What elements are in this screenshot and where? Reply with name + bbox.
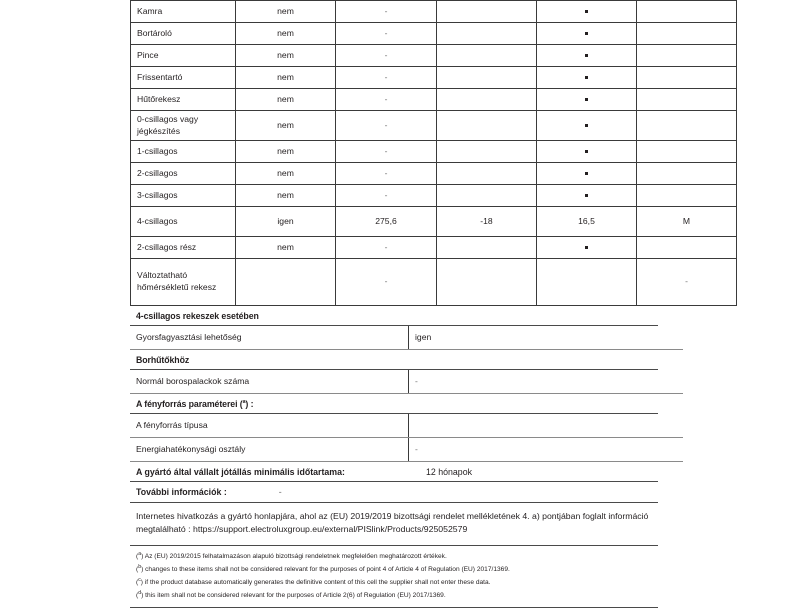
compartment-volume: -	[384, 167, 388, 178]
light-type-label: A fényforrás típusa	[130, 414, 409, 438]
table-row	[131, 23, 737, 45]
light-source-table	[130, 414, 683, 462]
footnote-text: ) changes to these items shall not be considered relevant for the purposes of point 4 of Article 4 of Regulation (EU) 2017/1369.	[141, 566, 510, 574]
footnote-text: ) this item shall not be considered relevant for the purposes of Article 2(6) of Regulation (EU) 2017/1369.	[141, 591, 446, 599]
compartment-present: nem	[236, 163, 336, 185]
compartment-class	[637, 237, 737, 259]
compartment-temperature	[437, 237, 537, 259]
compartment-class	[637, 23, 737, 45]
compartment-temperature	[437, 23, 537, 45]
compartment-volume: -	[384, 27, 388, 38]
table-row	[130, 438, 683, 462]
table-row	[131, 45, 737, 67]
compartment-temperature	[437, 111, 537, 141]
square-dot-icon	[585, 76, 588, 79]
more-info-row	[130, 482, 658, 503]
footnote-marker: d	[138, 589, 142, 596]
more-info-value: -	[278, 487, 282, 497]
compartment-name: 1-csillagos	[131, 141, 236, 163]
square-dot-icon	[585, 124, 588, 127]
compartment-present: nem	[236, 1, 336, 23]
compartment-temperature	[437, 1, 537, 23]
compartment-freeze-capacity	[537, 141, 637, 163]
compartment-temperature	[437, 141, 537, 163]
warranty-value: 12 hónapok	[426, 467, 472, 477]
compartment-freeze-capacity	[537, 259, 637, 306]
compartment-class	[637, 89, 737, 111]
compartment-temperature	[437, 67, 537, 89]
four-star-table	[130, 326, 683, 350]
footnote-item: ($^d$) this item shall not be considered relevant for the purposes of Article 2(6) of Regulation (EU) 2017/1369.	[136, 589, 446, 599]
compartment-freeze-capacity	[537, 185, 637, 207]
compartment-freeze-capacity	[537, 1, 637, 23]
compartment-class	[637, 141, 737, 163]
table-row	[131, 163, 737, 185]
footnote-item: ($^a$) Az (EU) 2019/2015 felhatalmazáson alapuló bizottsági rendeletnek megfelelően meghatározott értékek.	[136, 550, 447, 561]
compartment-class	[637, 67, 737, 89]
compartment-present: nem	[236, 111, 336, 141]
compartment-class: -	[685, 276, 688, 287]
compartments-table	[130, 0, 737, 306]
bottle-count-label: Normál borospalackok száma	[130, 370, 409, 394]
bottle-count-value: -	[415, 375, 418, 386]
table-row	[131, 111, 737, 141]
light-source-heading-prefix: A fényforrás paraméterei (	[136, 399, 243, 409]
table-row	[131, 259, 737, 306]
compartment-present: nem	[236, 237, 336, 259]
compartment-present: nem	[236, 45, 336, 67]
more-info-label: További információk :	[136, 487, 227, 497]
table-row	[131, 67, 737, 89]
compartment-volume: -	[384, 119, 388, 130]
compartment-class	[637, 1, 737, 23]
compartment-present: nem	[236, 185, 336, 207]
compartment-present	[236, 259, 336, 306]
compartment-volume: -	[384, 241, 388, 252]
table-row	[131, 207, 737, 237]
square-dot-icon	[585, 10, 588, 13]
compartment-present: nem	[236, 23, 336, 45]
compartment-freeze-capacity	[537, 67, 637, 89]
compartment-freeze-capacity	[537, 163, 637, 185]
footnote-item: ($^b$) changes to these items shall not be considered relevant for the purposes of point 4 of Article 4 of Regulation (EU) 2017/1369.	[136, 563, 510, 574]
fast-freeze-label: Gyorsfagyasztási lehetőség	[130, 326, 409, 350]
compartment-name: 4-csillagos	[131, 207, 236, 237]
wine-cooler-table	[130, 370, 683, 394]
compartment-freeze-capacity	[537, 45, 637, 67]
compartment-name: 2-csillagos	[131, 163, 236, 185]
square-dot-icon	[585, 32, 588, 35]
light-type-value	[409, 414, 684, 438]
compartment-temperature: -18	[437, 207, 537, 237]
footnote-marker: c	[138, 576, 141, 583]
fiche-sheet	[130, 0, 691, 608]
compartment-volume: -	[384, 5, 388, 16]
compartment-class	[637, 111, 737, 141]
compartment-present: igen	[236, 207, 336, 237]
fast-freeze-value: igen	[409, 326, 684, 350]
compartment-freeze-capacity	[537, 89, 637, 111]
footnote-marker-a: a	[242, 399, 246, 406]
warranty-row	[130, 462, 658, 482]
compartment-name: Frissentartó	[131, 67, 236, 89]
compartment-freeze-capacity: 16,5	[537, 207, 637, 237]
section-heading-light-source	[130, 394, 658, 414]
compartment-name: 2-csillagos rész	[131, 237, 236, 259]
compartment-freeze-capacity	[537, 237, 637, 259]
footnote-marker: b	[138, 563, 142, 570]
compartment-temperature	[437, 89, 537, 111]
footnote-item: ($^c$) if the product database automatically generates the definitive content of this cell the supplier shall not enter these data.	[136, 576, 491, 586]
section-heading-wine-cooler: Borhűtőkhöz	[130, 350, 658, 370]
compartment-name: 3-csillagos	[131, 185, 236, 207]
compartment-temperature	[437, 45, 537, 67]
warranty-label: A gyártó által vállalt jótállás minimális időtartama:	[136, 467, 345, 477]
square-dot-icon	[585, 54, 588, 57]
compartment-present: nem	[236, 89, 336, 111]
square-dot-icon	[585, 194, 588, 197]
compartment-name: 0-csillagos vagy jégkészítés	[131, 111, 236, 141]
weblink-paragraph: Internetes hivatkozás a gyártó honlapjára, ahol az (EU) 2019/2019 bizottsági rendelet mellékletének 4. a) pontjában foglalt információ megtalálható : https://support.electroluxgroup.eu/external/PISlink/Products/925052579	[130, 503, 658, 546]
footnotes-block	[130, 546, 658, 604]
footnote-text: ) if the product database automatically generates the definitive content of this cell the supplier shall not enter these data.	[140, 578, 491, 586]
light-source-heading-suffix: ) :	[245, 399, 254, 409]
square-dot-icon	[585, 98, 588, 101]
compartment-freeze-capacity	[537, 23, 637, 45]
compartment-name: Bortároló	[131, 23, 236, 45]
footnote-marker: a	[138, 550, 142, 557]
light-efficiency-label: Energiahatékonysági osztály	[130, 438, 409, 462]
square-dot-icon	[585, 150, 588, 153]
light-efficiency-value: -	[415, 443, 418, 454]
compartment-volume: -	[384, 49, 388, 60]
table-row	[131, 237, 737, 259]
compartment-volume: 275,6	[336, 207, 437, 237]
section-heading-four-star: 4-csillagos rekeszek esetében	[130, 306, 658, 326]
compartment-present: nem	[236, 141, 336, 163]
compartment-name: Pince	[131, 45, 236, 67]
compartment-class: M	[637, 207, 737, 237]
compartment-name: Változtatható hőmérsékletű rekesz	[131, 259, 236, 306]
compartment-volume: -	[384, 71, 388, 82]
square-dot-icon	[585, 172, 588, 175]
footnote-text: ) Az (EU) 2019/2015 felhatalmazáson alapuló bizottsági rendeletnek megfelelően meghatározott értékek.	[141, 553, 447, 561]
compartment-present: nem	[236, 67, 336, 89]
table-row	[130, 326, 683, 350]
compartment-freeze-capacity	[537, 111, 637, 141]
table-row	[131, 1, 737, 23]
compartment-volume: -	[384, 276, 388, 287]
compartment-volume: -	[384, 189, 388, 200]
compartment-temperature	[437, 163, 537, 185]
compartment-class	[637, 185, 737, 207]
compartment-volume: -	[384, 145, 388, 156]
compartment-class	[637, 45, 737, 67]
compartment-temperature	[437, 185, 537, 207]
table-row	[131, 89, 737, 111]
compartment-temperature	[437, 259, 537, 306]
table-row	[130, 370, 683, 394]
compartment-name: Kamra	[131, 1, 236, 23]
table-row	[130, 414, 683, 438]
table-row	[131, 185, 737, 207]
compartment-name: Hűtőrekesz	[131, 89, 236, 111]
square-dot-icon	[585, 246, 588, 249]
compartment-class	[637, 163, 737, 185]
compartment-volume: -	[384, 93, 388, 104]
table-row	[131, 141, 737, 163]
